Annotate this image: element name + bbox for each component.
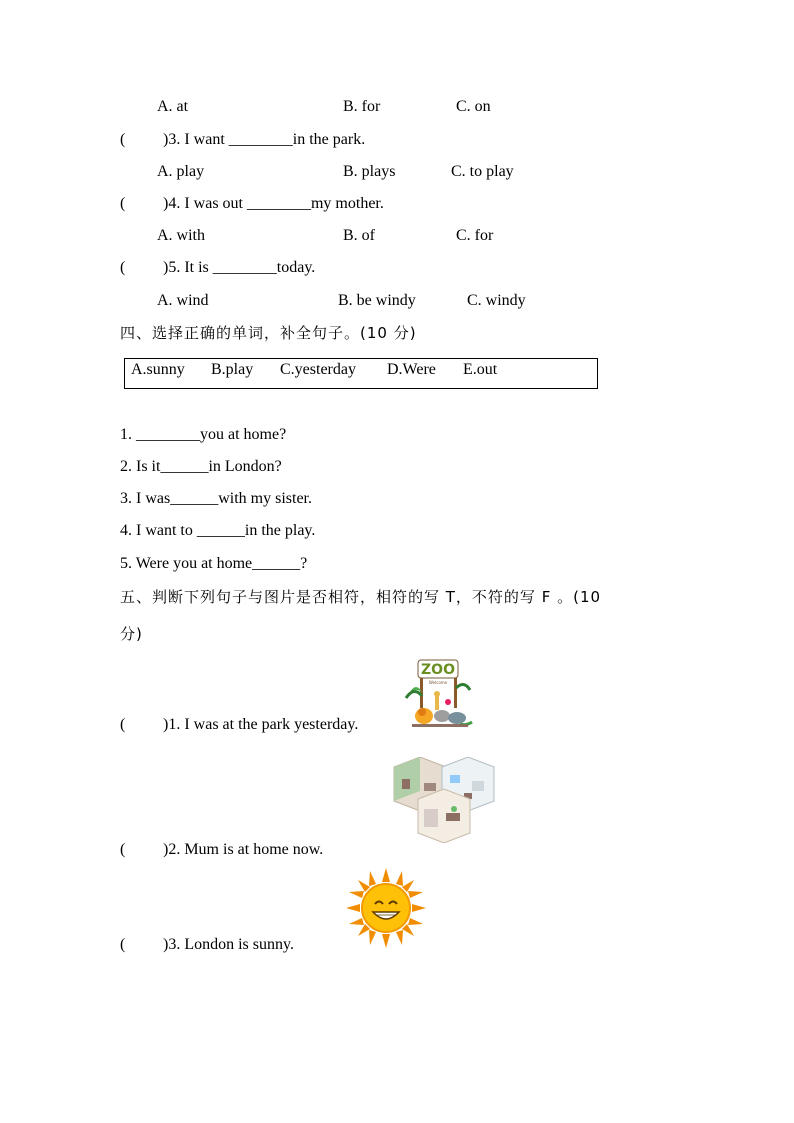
section4-title: 四、选择正确的单词，补全句子。(10 分): [120, 324, 417, 342]
section5-title-line1: 五、判断下列句子与图片是否相符，相符的写 T，不符的写 F 。(10: [120, 588, 602, 606]
sun-picture: [346, 868, 426, 948]
q2-option-a: A. at: [157, 98, 189, 115]
section5-title-line2: 分): [120, 625, 143, 643]
judge-paren-1: (: [120, 716, 126, 733]
q2-option-b: B. for: [343, 98, 381, 115]
house-picture: [390, 757, 496, 843]
fill-blank-5: ______: [252, 555, 301, 572]
fill-item-5: 5. Were you at home______?: [120, 555, 308, 572]
q5-blank: ________: [212, 259, 277, 276]
q4-blank: ________: [246, 195, 311, 212]
q5-paren: (: [120, 259, 126, 276]
q5-question: )5. It is ________today.: [163, 259, 316, 276]
fill-blank-4: ______: [196, 522, 245, 539]
fill-blank-2: ______: [160, 458, 209, 475]
q3-option-c: C. to play: [451, 163, 514, 180]
zoo-picture: [402, 658, 476, 732]
fill-item-2: 2. Is it______in London?: [120, 458, 282, 475]
zoo-sign-text: ZOO: [421, 662, 455, 678]
q4-paren: (: [120, 195, 126, 212]
q5-option-b: B. be windy: [338, 292, 416, 309]
judge-paren-3: (: [120, 936, 126, 953]
q4-question: )4. I was out ________my mother.: [163, 195, 384, 212]
word-e: E.out: [463, 361, 498, 378]
zoo-sign-sub: Welcome: [428, 680, 448, 685]
judge-item-2: )2. Mum is at home now.: [163, 841, 324, 858]
q3-paren: (: [120, 131, 126, 148]
q2-option-c: C. on: [456, 98, 491, 115]
word-b: B.play: [211, 361, 254, 378]
judge-item-1: )1. I was at the park yesterday.: [163, 716, 359, 733]
word-a: A.sunny: [131, 361, 185, 378]
word-box: [124, 358, 598, 389]
q4-option-c: C. for: [456, 227, 494, 244]
fill-item-3: 3. I was______with my sister.: [120, 490, 312, 507]
q5-option-a: A. wind: [157, 292, 209, 309]
q3-question: )3. I want ________in the park.: [163, 131, 366, 148]
q3-blank: ________: [228, 131, 293, 148]
fill-item-1: 1. ________you at home?: [120, 426, 287, 443]
q4-option-b: B. of: [343, 227, 375, 244]
q3-option-a: A. play: [157, 163, 205, 180]
q4-option-a: A. with: [157, 227, 205, 244]
fill-item-4: 4. I want to ______in the play.: [120, 522, 316, 539]
q5-option-c: C. windy: [467, 292, 526, 309]
word-d: D.Were: [387, 361, 436, 378]
judge-paren-2: (: [120, 841, 126, 858]
fill-blank-1: ________: [136, 426, 200, 443]
fill-blank-3: ______: [170, 490, 219, 507]
word-c: C.yesterday: [280, 361, 356, 378]
judge-item-3: )3. London is sunny.: [163, 936, 294, 953]
q3-option-b: B. plays: [343, 163, 396, 180]
